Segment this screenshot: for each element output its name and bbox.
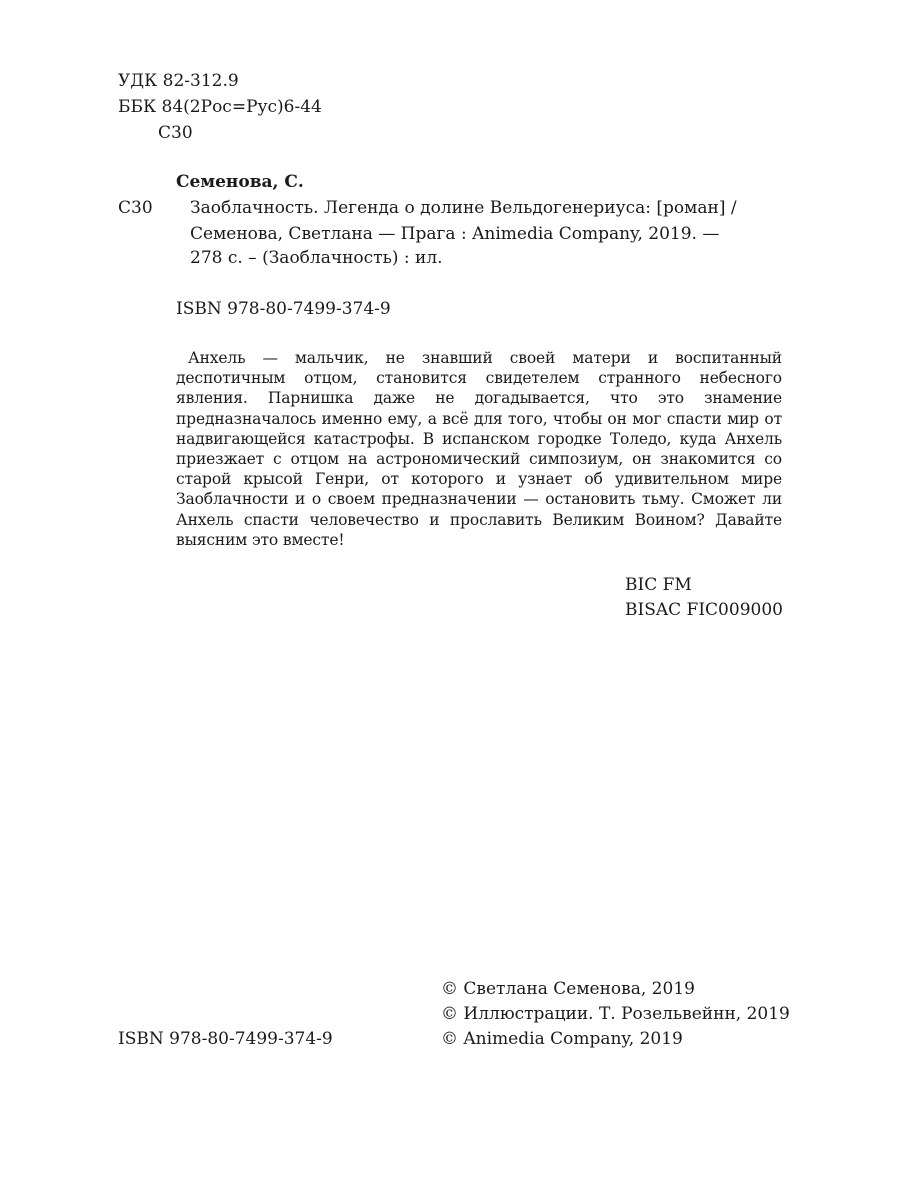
annotation-paragraph: Анхель — мальчик, не знавший своей матери и воспитанный деспотичным отцом, становится свидетелем странного небесного явления. Парнишка даже не догадывается, что это знамение предназначалось именно ему, а всё для того, чтобы он мог спасти мир от надвигающейся катастрофы. В испанском городке Толедо, куда Анхель приезжает с отцом на астрономический симпозиум, он знакомится со старой крысой Генри, от которого и узнает об удивительном мире Заоблачности и о своем предназначении — остановить тьму. Сможет ли Анхель спасти человечество и прославить Великим Воином? Давайте выясним это вместе!: [176, 349, 782, 549]
entry-line-2: Семенова, Светлана — Прага : Animedia Company, 2019. —: [190, 224, 720, 244]
bbk-code: ББК 84(2Рос=Рус)6-44: [118, 97, 322, 117]
entry-line-3: 278 с. – (Заоблачность) : ил.: [190, 248, 443, 268]
entry-author: Семенова, С.: [176, 172, 304, 192]
entry-sign: С30: [118, 198, 153, 218]
copyright-illustrations: © Иллюстрации. Т. Розельвейнн, 2019: [441, 1004, 790, 1024]
bic-code: BIC FM: [625, 575, 692, 595]
copyright-author: © Светлана Семенова, 2019: [441, 979, 695, 999]
footer-isbn: ISBN 978-80-7499-374-9: [118, 1029, 333, 1049]
entry-line-1: Заоблачность. Легенда о долине Вельдогенериуса: [роман] /: [190, 198, 737, 218]
copyright-publisher: © Animedia Company, 2019: [441, 1029, 683, 1049]
entry-isbn: ISBN 978-80-7499-374-9: [176, 299, 391, 319]
udk-code: УДК 82-312.9: [118, 71, 239, 91]
bisac-code: BISAC FIC009000: [625, 600, 783, 620]
author-sign: С30: [158, 123, 193, 143]
